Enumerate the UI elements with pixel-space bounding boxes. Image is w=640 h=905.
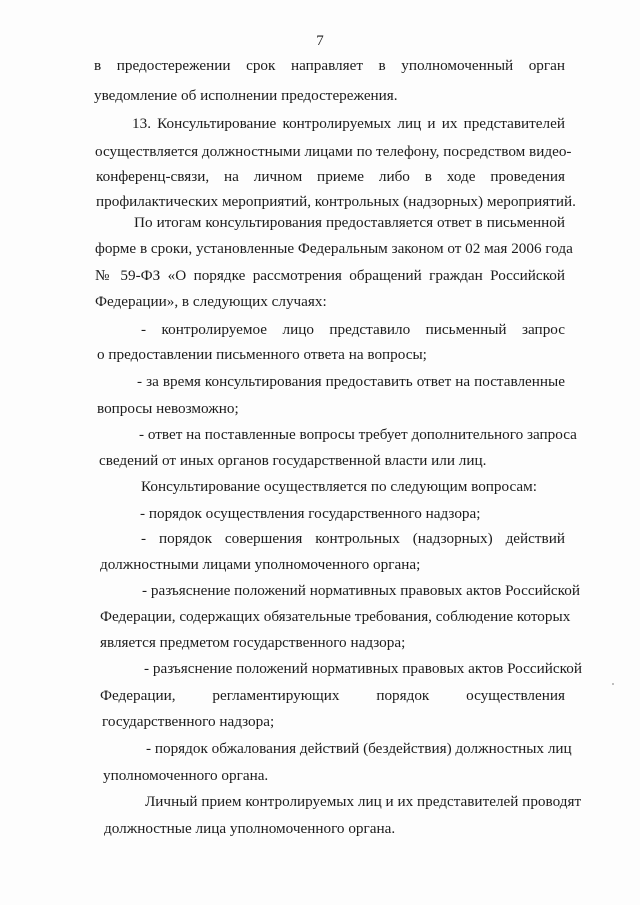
text-line: должностные лица уполномоченного органа.: [104, 820, 396, 837]
text-line: является предметом государственного надзора;: [100, 634, 406, 651]
text-line: Консультирование осуществляется по следующим вопросам:: [141, 478, 537, 495]
text-line: вопросы невозможно;: [97, 400, 239, 417]
text-line: - порядок совершения контрольных (надзорных) действий: [141, 530, 565, 547]
text-line: Личный прием контролируемых лиц и их представителей проводят: [145, 793, 582, 810]
text-line: По итогам консультирования предоставляется ответ в письменной: [134, 214, 565, 231]
text-line: - порядок осуществления государственного надзора;: [140, 505, 481, 522]
text-line: профилактических мероприятий, контрольных (надзорных) мероприятий.: [96, 193, 576, 210]
text-line: конференц-связи, на личном приеме либо в ходе проведения: [96, 168, 565, 185]
scan-speck: [612, 683, 614, 685]
text-line: осуществляется должностными лицами по телефону, посредством видео-: [95, 143, 572, 160]
text-line: - контролируемое лицо представило письменный запрос: [141, 321, 565, 338]
text-line: государственного надзора;: [102, 713, 275, 730]
text-line: - разъяснение положений нормативных правовых актов Российской: [142, 582, 580, 599]
text-line: форме в сроки, установленные Федеральным законом от 02 мая 2006 года: [95, 240, 573, 257]
text-line: - ответ на поставленные вопросы требует дополнительного запроса: [139, 426, 577, 443]
text-line: уведомление об исполнении предостережения.: [94, 87, 398, 104]
text-line: в предостережении срок направляет в уполномоченный орган: [94, 57, 565, 74]
text-line: - разъяснение положений нормативных правовых актов Российской: [144, 660, 582, 677]
text-line: должностными лицами уполномоченного органа;: [100, 556, 421, 573]
text-line: Федерации, регламентирующих порядок осуществления: [100, 687, 565, 704]
text-line: Федерации», в следующих случаях:: [95, 293, 327, 310]
text-line: сведений от иных органов государственной власти или лиц.: [99, 452, 487, 469]
text-line: уполномоченного органа.: [103, 767, 269, 784]
text-line: Федерации, содержащих обязательные требования, соблюдение которых: [100, 608, 571, 625]
text-line: 13. Консультирование контролируемых лиц и их представителей: [132, 115, 565, 132]
text-line: - за время консультирования предоставить ответ на поставленные: [137, 373, 565, 390]
page-number: 7: [316, 33, 324, 49]
text-line: № 59-ФЗ «О порядке рассмотрения обращений граждан Российской: [95, 267, 565, 284]
text-line: о предоставлении письменного ответа на вопросы;: [97, 346, 427, 363]
text-line: - порядок обжалования действий (бездействия) должностных лиц: [146, 740, 572, 757]
